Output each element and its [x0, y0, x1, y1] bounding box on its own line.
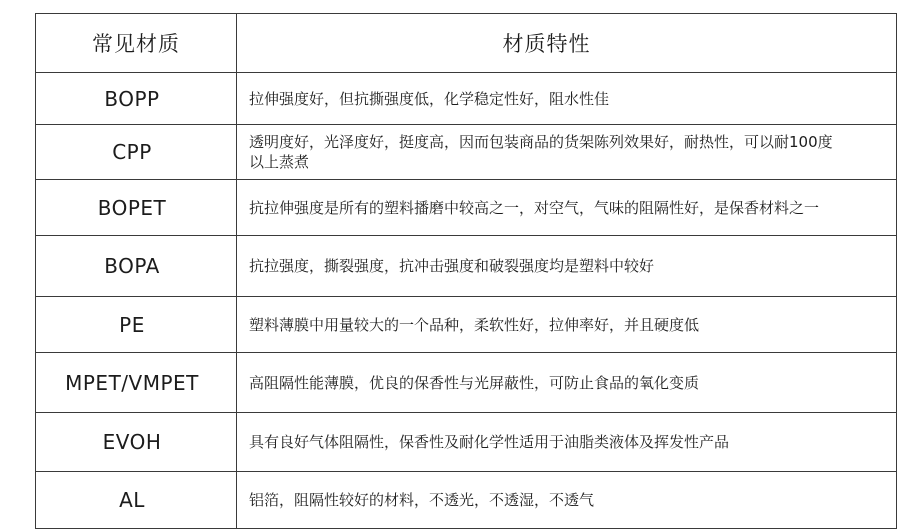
- material-desc-cpp: 透明度好，光泽度好，挺度高，因而包装商品的货架陈列效果好，耐热性，可以耐100度以上蒸煮: [237, 125, 897, 180]
- table-row: [36, 180, 897, 236]
- table-row: [36, 353, 897, 413]
- material-name-al: AL: [36, 472, 237, 529]
- material-name-cpp: CPP: [36, 125, 237, 180]
- material-name-bopa: BOPA: [36, 236, 237, 297]
- header-properties: 材质特性: [237, 14, 897, 73]
- table-row: [36, 413, 897, 472]
- material-name-pe: PE: [36, 297, 237, 353]
- material-desc-al: 铝箔，阻隔性较好的材料，不透光，不透湿，不透气: [237, 472, 897, 529]
- table-row: [36, 297, 897, 353]
- header-material: 常见材质: [36, 14, 237, 73]
- materials-table: [35, 13, 897, 529]
- material-desc-pe: 塑料薄膜中用量较大的一个品种，柔软性好，拉伸率好，并且硬度低: [237, 297, 897, 353]
- material-name-evoh: EVOH: [36, 413, 237, 472]
- material-desc-bopet: 抗拉伸强度是所有的塑料播磨中较高之一，对空气，气味的阻隔性好，是保香材料之一: [237, 180, 897, 236]
- material-name-mpet-vmpet: MPET/VMPET: [36, 353, 237, 413]
- material-desc-evoh: 具有良好气体阻隔性，保香性及耐化学性适用于油脂类液体及挥发性产品: [237, 413, 897, 472]
- material-name-bopp: BOPP: [36, 73, 237, 125]
- material-desc-bopa: 抗拉强度，撕裂强度，抗冲击强度和破裂强度均是塑料中较好: [237, 236, 897, 297]
- table-row: [36, 73, 897, 125]
- material-desc-bopp: 拉伸强度好，但抗撕强度低，化学稳定性好，阻水性佳: [237, 73, 897, 125]
- table-row: [36, 236, 897, 297]
- material-desc-mpet-vmpet: 高阻隔性能薄膜，优良的保香性与光屏蔽性，可防止食品的氧化变质: [237, 353, 897, 413]
- material-name-bopet: BOPET: [36, 180, 237, 236]
- table-row: [36, 125, 897, 180]
- table-row: [36, 472, 897, 529]
- table-header-row: [36, 14, 897, 73]
